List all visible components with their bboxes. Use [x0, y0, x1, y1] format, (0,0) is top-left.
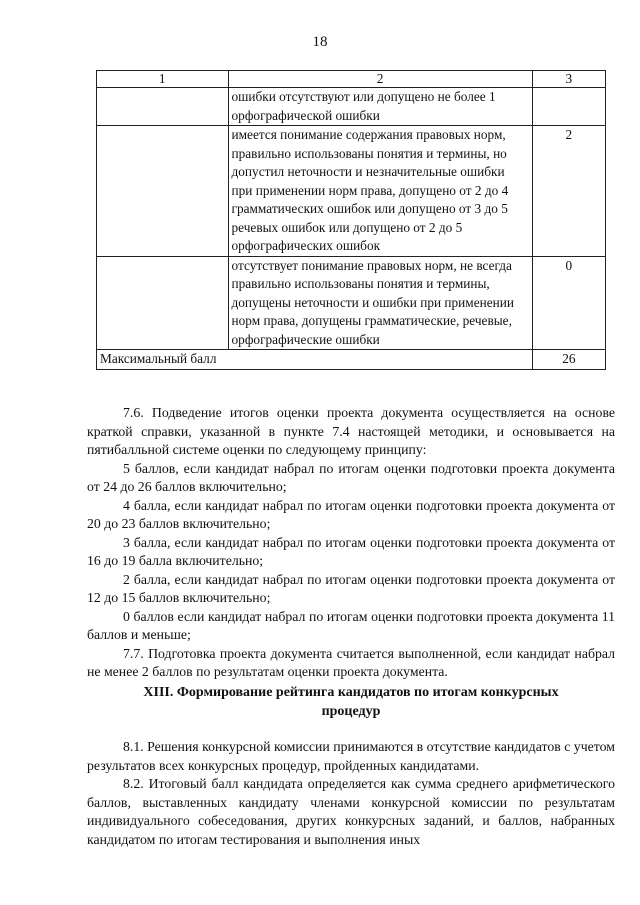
criterion-cell: имеется понимание содержания правовых норм, правильно использованы понятия и термины, но допустил неточности и незначительные ошибки при применении норм права, допущено от 2 до 4 грамматических ошибок или допущено от 3 до 5 речевых ошибок или допущено от 2 до 5 орфографических ошибок: [228, 126, 532, 257]
section-8: [87, 738, 615, 849]
empty-cell: [97, 256, 229, 350]
list-item: 4 балла, если кандидат набрал по итогам оценки подготовки проекта документа от 20 до 23 баллов включительно;: [87, 497, 615, 531]
empty-cell: [97, 126, 229, 257]
paragraph-8-1: 8.1. Решения конкурсной комиссии принимаются в отсутствие кандидатов с учетом результатов всех конкурсных процедур, пройденных кандидатами.: [87, 739, 615, 773]
section-7-6: [87, 404, 615, 682]
paragraph-8-2: 8.2. Итоговый балл кандидата определяется как сумма среднего арифметического баллов, выставленных кандидату членами конкурсной комиссии по результатам индивидуального собеседования, других конкурсных заданий, и баллов, набранных кандидатом по итогам тестирования и выполнения иных: [87, 776, 615, 847]
max-score-row: [97, 350, 606, 370]
empty-cell: [97, 88, 229, 126]
max-score-value: 26: [532, 350, 605, 370]
table-header-row: [97, 71, 606, 88]
table-row: [97, 256, 606, 350]
scoring-table: [96, 70, 606, 370]
section-heading-xiii: [87, 683, 615, 721]
paragraph-7-7: 7.7. Подготовка проекта документа считается выполненной, если кандидат набрал не менее 2 баллов по результатам оценки проекта документа.: [87, 645, 615, 679]
criterion-cell: отсутствует понимание правовых норм, не всегда правильно использованы понятия и термины, допущены неточности и ошибки при применении норм права, допущены грамматические, речевые, орфографические ошибки: [228, 256, 532, 350]
score-cell: 2: [532, 126, 605, 257]
heading-line-1: XIII. Формирование рейтинга кандидатов по итогам конкурсных: [143, 685, 559, 700]
paragraph-7-6: 7.6. Подведение итогов оценки проекта документа осуществляется на основе краткой справки, указанной в пункте 7.4 настоящей методики, и основывается на пятибалльной системе оценки по следующему принципу:: [87, 405, 615, 457]
table-row: [97, 126, 606, 257]
column-header-2: 2: [228, 71, 532, 88]
max-score-label: Максимальный балл: [97, 350, 533, 370]
list-item: 0 баллов если кандидат набрал по итогам оценки подготовки проекта документа 11 баллов и меньше;: [87, 608, 615, 642]
score-cell: 0: [532, 256, 605, 350]
score-cell: [532, 88, 605, 126]
criterion-cell: ошибки отсутствуют или допущено не более 1 орфографической ошибки: [228, 88, 532, 126]
heading-line-2: процедур: [321, 704, 381, 719]
column-header-3: 3: [532, 71, 605, 88]
list-item: 2 балла, если кандидат набрал по итогам оценки подготовки проекта документа от 12 до 15 баллов включительно;: [87, 571, 615, 605]
column-header-1: 1: [97, 71, 229, 88]
table-row: [97, 88, 606, 126]
list-item: 5 баллов, если кандидат набрал по итогам оценки подготовки проекта документа от 24 до 26 баллов включительно;: [87, 460, 615, 494]
list-item: 3 балла, если кандидат набрал по итогам оценки подготовки проекта документа от 16 до 19 балла включительно;: [87, 534, 615, 568]
page-number: 18: [312, 34, 328, 50]
